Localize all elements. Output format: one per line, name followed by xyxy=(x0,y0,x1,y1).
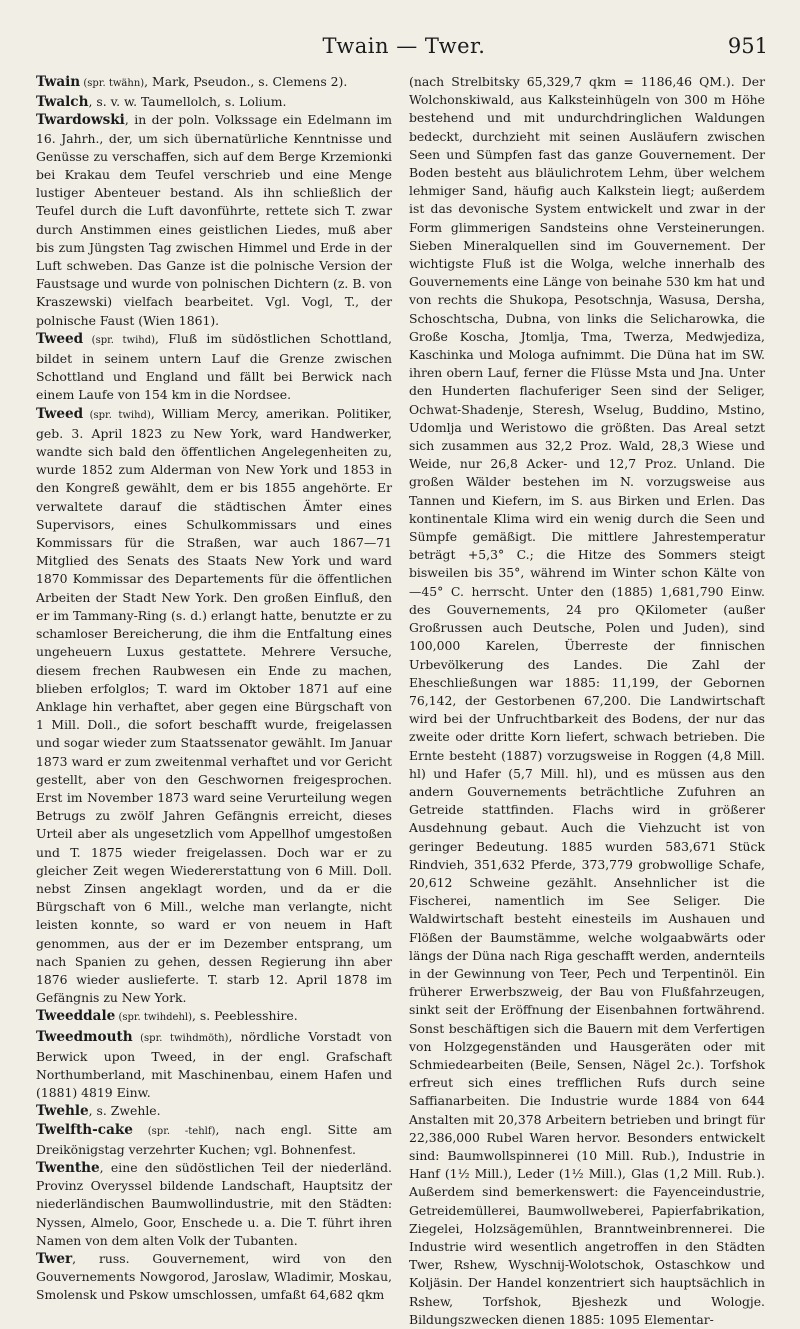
entry-headword: Twalch xyxy=(36,94,89,111)
entry-pronunciation: (spr. twähn) xyxy=(80,78,145,89)
page-header xyxy=(40,34,768,62)
entry-text: , William Mercy, amerikan. Politiker, geb. 3. April 1823 zu New York, ward Handwerker, wandte sich bald den öffentlichen Angelegenheiten zu, wurde 1852 zum Alderman von New York und 1853 in den Kongreß gewählt, dem er bis 1855 angehörte. Er verwaltete darauf die städtischen Ämter eines Supervisors, eines Schulkommissars und eines Kommissars für die Straßen, war auch 1867—71 Mitglied des Senats des Staats New York und ward 1870 Kommissar des Departements für die öffentlichen Arbeiten der Stadt New York. Den großen Einfluß, den er im Tammany-Ring (s. d.) erlangt hatte, benutzte er zu schamloser Bereicherung, die ihm die Entfaltung eines ungeheuern Luxus gestattete. Mehrere Versuche, diesem frechen Raubwesen ein Ende zu machen, blieben erfolglos; T. ward im Oktober 1871 auf eine Anklage hin verhaftet, aber gegen eine Bürgschaft von 1 Mill. Doll., die sofort beschafft wurde, freigelassen und sogar wieder zum Staatssenator gewählt. Im Januar 1873 ward er zum zweitenmal verhaftet und vor Gericht gestellt, aber von den Geschwornen freigesprochen. Erst im November 1873 ward seine Verurteilung wegen Betrugs zu zwölf Jahren Gefängnis erreicht, dieses Urteil aber als ungesetzlich vom Appellhof umgestoßen und T. 1875 wieder freigelassen. Doch war er zu gleicher Zeit wegen Wiedererstattung von 6 Mill. Doll. nebst Zinsen angeklagt worden, und da er die Bürgschaft von 6 Mill., welche man verlangte, nicht leisten konnte, so ward er von neuem in Haft genommen, aus der er im Dezember entsprang, um nach Spanien zu gehen, dessen Regierung ihn aber 1876 wieder auslieferte. T. starb 12. April 1878 im Gefängnis zu New York. xyxy=(36,405,392,1006)
entry-text: (nach Strelbitsky 65,329,7 qkm = 1186,46 QM.). Der Wolchonskiwald, aus Kalksteinhügeln von 300 m Höhe bestehend und mit undurchdringlichen Waldungen bedeckt, durchzieht mit seinen Ausläufern zwischen Seen und Sümpfen fast das ganze Gouvernement. Der Boden besteht aus bläulichrotem Lehm, über welchem lehmiger Sand, häufig auch Kalkstein liegt; außerdem ist das devonische System entwickelt und zwar in der Form glimmerigen Sandsteins ohne Versteinerungen. Sieben Mineralquellen sind im Gouvernement. Der wichtigste Fluß ist die Wolga, welche innerhalb des Gouvernements eine Länge von beinahe 530 km hat und von rechts die Shukopa, Pesotschnja, Wasusa, Dersha, Schoschtscha, Dubna, von links die Selicharowka, die Große Koscha, Jtomlja, Tma, Twerza, Medwjediza, Kaschinka und Mologa aufnimmt. Die Düna hat im SW. ihren obern Lauf, ferner die Flüsse Msta und Jna. Unter den Hunderten flachuferiger Seen sind der Seliger, Ochwat-Shadenje, Steresh, Wselug, Buddino, Mstino, Udomlja und Weristowo die größten. Das Areal setzt sich zusammen aus 32,2 Proz. Wald, 28,3 Wiese und Weide, nur 26,8 Acker- und 12,7 Proz. Unland. Die großen Wälder bestehen im N. vorzugsweise aus Tannen und Kiefern, im S. aus Birken und Erlen. Das kontinentale Klima wird ein wenig durch die Seen und Sümpfe gemäßigt. Die mittlere Jahrestemperatur beträgt +5,3° C.; die Hitze des Sommers steigt bisweilen bis 35°, während im Winter schon Kälte von —45° C. herrscht. Unter den (1885) 1,681,790 Einw. des Gouvernements, 24 pro QKilometer (außer Großrussen auch Deutsche, Polen und Juden), sind 100,000 Karelen, Überreste der finnischen Urbevölkerung des Landes. Die Zahl der Eheschließungen war 1885: 11,199, der Gebornen 76,142, der Gestorbenen 67,200. Die Landwirtschaft wird bei der Unfruchtbarkeit des Bodens, der nur das zweite oder dritte Korn liefert, schwach betrieben. Die Ernte besteht (1887) vorzugsweise in Roggen (4,8 Mill. hl) und Hafer (5,7 Mill. hl), und es müssen aus den andern Gouvernements beträchtliche Zufuhren an Getreide stattfinden. Flachs wird in größerer Ausdehnung gebaut. Auch die Viehzucht ist von geringer Bedeutung. 1885 wurden 583,671 Stück Rindvieh, 351,632 Pferde, 373,779 grobwollige Schafe, 20,612 Schweine gezählt. Ansehnlicher ist die Fischerei, namentlich im See Seliger. Die Waldwirtschaft besteht einesteils im Aushauen und Flößen der Baumstämme, welche wolgaabwärts oder längs der Düna nach Riga geschafft werden, andernteils in der Gewinnung von Teer, Pech und Terpentinöl. Ein früherer Erwerbszweig, der Bau von Flußfahrzeugen, sinkt seit der Eröffnung der Eisenbahnen fortwährend. Sonst beschäftigen sich die Bauern mit dem Verfertigen von Holzgegenständen und Hausgeräten oder mit Schmiedearbeiten (Beile, Sensen, Nägel 2c.). Torfshok erfreut sich eines trefflichen Rufs durch seine Saffianarbeiten. Die Industrie wurde 1884 von 644 Anstalten mit 20,378 Arbeitern betrieben und bringt für 22,386,000 Rubel Waren hervor. Besonders entwickelt sind: Baumwollspinnerei (10 Mill. Rub.), Industrie in Hanf (1½ Mill.), Leder (1½ Mill.), Glas (1,2 Mill. Rub.). Außerdem sind bemerkenswert: die Fayenceindustrie, Getreidemüllerei, Baumwollweberei, Papierfabrikation, Ziegelei, Holzsägemühlen, Branntweinbrennerei. Die Industrie wird wesentlich angetroffen in den Städten Twer, Rshew, Wyschnij-Wolotschok, Ostaschkow und Koljäsin. Der Handel konzentriert sich hauptsächlich in Rshew, Torfshok, Bjeshezk und Wologje. Bildungszwecken dienen 1885: 1095 Elementar- xyxy=(409,74,765,1327)
dictionary-entry xyxy=(409,73,765,1329)
entry-headword: Tweed xyxy=(36,330,84,347)
entry-text: , Fluß im südöstlichen Schottland, bildet in seinem untern Lauf die Grenze zwischen Schottland und England und fällt bei Berwick nach einem Laufe von 154 km in die Nordsee. xyxy=(36,330,392,403)
entry-text: , nach engl. Sitte am Dreikönigstag verzehrter Kuchen; vgl. Bohnenfest. xyxy=(36,1121,392,1157)
entry-text: , Mark, Pseudon., s. Clemens 2). xyxy=(144,74,348,89)
entry-text: , russ. Gouvernement, wird von den Gouvernements Nowgorod, Jaroslaw, Wladimir, Moskau, Smolensk und Pskow umschlossen, umfaßt 64,682 qkm xyxy=(36,1251,392,1303)
column-divider xyxy=(400,73,401,1253)
dictionary-entry xyxy=(36,73,392,93)
entry-text: , nördliche Vorstadt von Berwick upon Tweed, in der engl. Grafschaft Northumberland, mit Maschinenbau, einem Hafen und (1881) 4819 Einw. xyxy=(36,1028,392,1101)
entry-headword: Tweed xyxy=(36,405,84,422)
entry-headword: Twenthe xyxy=(36,1159,100,1176)
entry-pronunciation: (spr. twihdehl) xyxy=(115,1012,192,1024)
entry-headword: Tweedmouth xyxy=(36,1028,133,1045)
dictionary-entry xyxy=(36,330,392,405)
entry-headword: Twer xyxy=(36,1251,73,1267)
entry-text: , s. v. w. Taumellolch, s. Lolium. xyxy=(88,94,287,110)
dictionary-entry xyxy=(36,405,392,1008)
right-column xyxy=(409,73,765,1329)
dictionary-entry xyxy=(36,1159,392,1250)
entry-headword: Twelfth-cake xyxy=(36,1121,133,1138)
entry-text: , s. Zwehle. xyxy=(88,1103,161,1119)
entry-pronunciation: (spr. twihd) xyxy=(83,334,156,346)
running-title: Twain — Twer. xyxy=(322,34,486,58)
entry-text: , eine den südöstlichen Teil der niederländ. Provinz Overyssel bildende Landschaft, Hauptsitz der niederländischen Baumwollindustrie, mit den Städten: Nyssen, Almelo, Goor, Enschede u. a. Die T. führt ihren Namen von dem alten Volk der Tubanten. xyxy=(36,1159,392,1248)
dictionary-entry xyxy=(36,111,392,329)
left-column xyxy=(36,73,392,1305)
dictionary-entry xyxy=(36,1007,392,1027)
entry-pronunciation: (spr. twihd) xyxy=(83,409,151,421)
dictionary-entry xyxy=(36,1250,392,1305)
entry-headword: Twehle xyxy=(36,1103,89,1120)
entry-pronunciation: (spr. -tehlf) xyxy=(132,1125,216,1137)
dictionary-entry xyxy=(36,1102,392,1120)
dictionary-entry xyxy=(36,1028,392,1103)
entry-text: , s. Peeblesshire. xyxy=(192,1008,298,1024)
page-number: 951 xyxy=(727,34,768,58)
entry-pronunciation: (spr. twihdmöth) xyxy=(132,1032,229,1044)
dictionary-entry xyxy=(36,1121,392,1159)
entry-headword: Tweeddale xyxy=(36,1008,116,1025)
entry-headword: Twardowski xyxy=(36,112,125,129)
dictionary-entry xyxy=(36,93,392,111)
entry-text: , in der poln. Volkssage ein Edelmann im 16. Jahrh., der, um sich übernatürliche Kenntnisse und Genüsse zu verschaffen, sich auf dem Berge Krzemionki bei Krakau dem Teufel verschrieb und eine Menge lustiger Abenteuer bestand. Als ihn schließlich der Teufel durch die Luft davonführte, rettete sich T. zwar durch Anstimmen eines geistlichen Liedes, muß aber bis zum Jüngsten Tag zwischen Himmel und Erde in der Luft schweben. Das Ganze ist die polnische Version der Faustsage und wurde von polnischen Dichtern (z. B. von Kraszewski) vielfach bearbeitet. Vgl. Vogl, T., der polnische Faust (Wien 1861). xyxy=(36,112,392,328)
entry-headword: Twain xyxy=(36,74,81,90)
